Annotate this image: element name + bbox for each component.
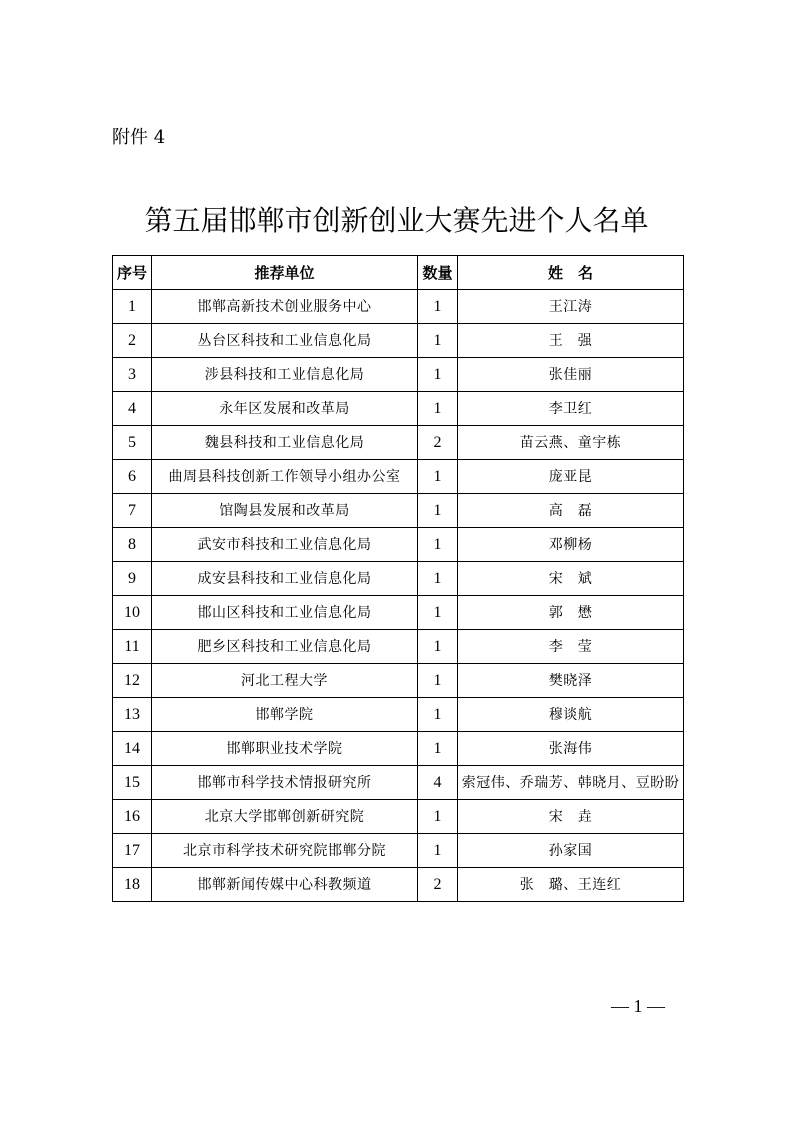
cell-qty: 1 <box>418 698 458 732</box>
cell-seq: 18 <box>113 868 152 902</box>
cell-name: 张 璐、王连红 <box>458 868 684 902</box>
cell-seq: 1 <box>113 290 152 324</box>
cell-unit: 永年区发展和改革局 <box>152 392 418 426</box>
cell-name: 孙家国 <box>458 834 684 868</box>
cell-name: 郭 懋 <box>458 596 684 630</box>
cell-seq: 9 <box>113 562 152 596</box>
cell-qty: 1 <box>418 562 458 596</box>
cell-seq: 10 <box>113 596 152 630</box>
cell-seq: 3 <box>113 358 152 392</box>
document-title: 第五届邯郸市创新创业大赛先进个人名单 <box>144 204 649 237</box>
cell-name: 宋 斌 <box>458 562 684 596</box>
cell-name: 苗云燕、童宇栋 <box>458 426 684 460</box>
header-qty: 数量 <box>418 256 458 290</box>
header-unit: 推荐单位 <box>152 256 418 290</box>
cell-name: 李 莹 <box>458 630 684 664</box>
cell-seq: 12 <box>113 664 152 698</box>
table-row <box>113 460 684 494</box>
cell-unit: 邯郸职业技术学院 <box>152 732 418 766</box>
table-row <box>113 358 684 392</box>
cell-unit: 邯郸学院 <box>152 698 418 732</box>
cell-name: 高 磊 <box>458 494 684 528</box>
cell-qty: 1 <box>418 528 458 562</box>
cell-name: 张海伟 <box>458 732 684 766</box>
cell-unit: 馆陶县发展和改革局 <box>152 494 418 528</box>
cell-seq: 11 <box>113 630 152 664</box>
cell-qty: 1 <box>418 664 458 698</box>
cell-unit: 邯郸高新技术创业服务中心 <box>152 290 418 324</box>
cell-name: 王江涛 <box>458 290 684 324</box>
table-row <box>113 766 684 800</box>
table-row <box>113 868 684 902</box>
attachment-label: 附件 4 <box>112 127 166 148</box>
cell-unit: 邯山区科技和工业信息化局 <box>152 596 418 630</box>
cell-qty: 1 <box>418 834 458 868</box>
cell-qty: 1 <box>418 732 458 766</box>
cell-name: 樊晓泽 <box>458 664 684 698</box>
cell-name: 索冠伟、乔瑞芳、韩晓月、豆盼盼 <box>458 766 684 800</box>
awardee-table <box>112 255 684 902</box>
cell-qty: 1 <box>418 460 458 494</box>
cell-unit: 成安县科技和工业信息化局 <box>152 562 418 596</box>
table-header-row <box>113 256 684 290</box>
table-row <box>113 562 684 596</box>
cell-name: 穆谈航 <box>458 698 684 732</box>
cell-seq: 13 <box>113 698 152 732</box>
cell-unit: 北京大学邯郸创新研究院 <box>152 800 418 834</box>
cell-name: 李卫红 <box>458 392 684 426</box>
cell-qty: 1 <box>418 596 458 630</box>
cell-qty: 1 <box>418 290 458 324</box>
cell-qty: 1 <box>418 392 458 426</box>
cell-seq: 6 <box>113 460 152 494</box>
table-row <box>113 834 684 868</box>
cell-unit: 曲周县科技创新工作领导小组办公室 <box>152 460 418 494</box>
cell-unit: 邯郸新闻传媒中心科教频道 <box>152 868 418 902</box>
table-row <box>113 426 684 460</box>
cell-qty: 1 <box>418 800 458 834</box>
table-row <box>113 664 684 698</box>
cell-unit: 武安市科技和工业信息化局 <box>152 528 418 562</box>
cell-seq: 17 <box>113 834 152 868</box>
page-number: — 1 — <box>611 996 665 1016</box>
cell-seq: 7 <box>113 494 152 528</box>
table-row <box>113 596 684 630</box>
cell-qty: 2 <box>418 868 458 902</box>
cell-name: 张佳丽 <box>458 358 684 392</box>
cell-qty: 4 <box>418 766 458 800</box>
cell-seq: 16 <box>113 800 152 834</box>
cell-seq: 8 <box>113 528 152 562</box>
table-row <box>113 698 684 732</box>
cell-unit: 河北工程大学 <box>152 664 418 698</box>
cell-unit: 魏县科技和工业信息化局 <box>152 426 418 460</box>
cell-unit: 丛台区科技和工业信息化局 <box>152 324 418 358</box>
cell-qty: 1 <box>418 630 458 664</box>
cell-name: 宋 垚 <box>458 800 684 834</box>
cell-seq: 14 <box>113 732 152 766</box>
cell-seq: 4 <box>113 392 152 426</box>
cell-name: 庞亚昆 <box>458 460 684 494</box>
cell-unit: 涉县科技和工业信息化局 <box>152 358 418 392</box>
table-body <box>113 290 684 902</box>
cell-qty: 1 <box>418 494 458 528</box>
cell-unit: 肥乡区科技和工业信息化局 <box>152 630 418 664</box>
table-row <box>113 494 684 528</box>
cell-unit: 邯郸市科学技术情报研究所 <box>152 766 418 800</box>
cell-qty: 2 <box>418 426 458 460</box>
cell-name: 王 强 <box>458 324 684 358</box>
table-row <box>113 290 684 324</box>
cell-name: 邓柳杨 <box>458 528 684 562</box>
table-row <box>113 324 684 358</box>
table-row <box>113 800 684 834</box>
cell-seq: 5 <box>113 426 152 460</box>
cell-qty: 1 <box>418 358 458 392</box>
table-row <box>113 732 684 766</box>
table-row <box>113 528 684 562</box>
cell-qty: 1 <box>418 324 458 358</box>
header-seq: 序号 <box>113 256 152 290</box>
cell-seq: 15 <box>113 766 152 800</box>
table-row <box>113 630 684 664</box>
cell-unit: 北京市科学技术研究院邯郸分院 <box>152 834 418 868</box>
table-row <box>113 392 684 426</box>
cell-seq: 2 <box>113 324 152 358</box>
header-name: 姓 名 <box>458 256 684 290</box>
